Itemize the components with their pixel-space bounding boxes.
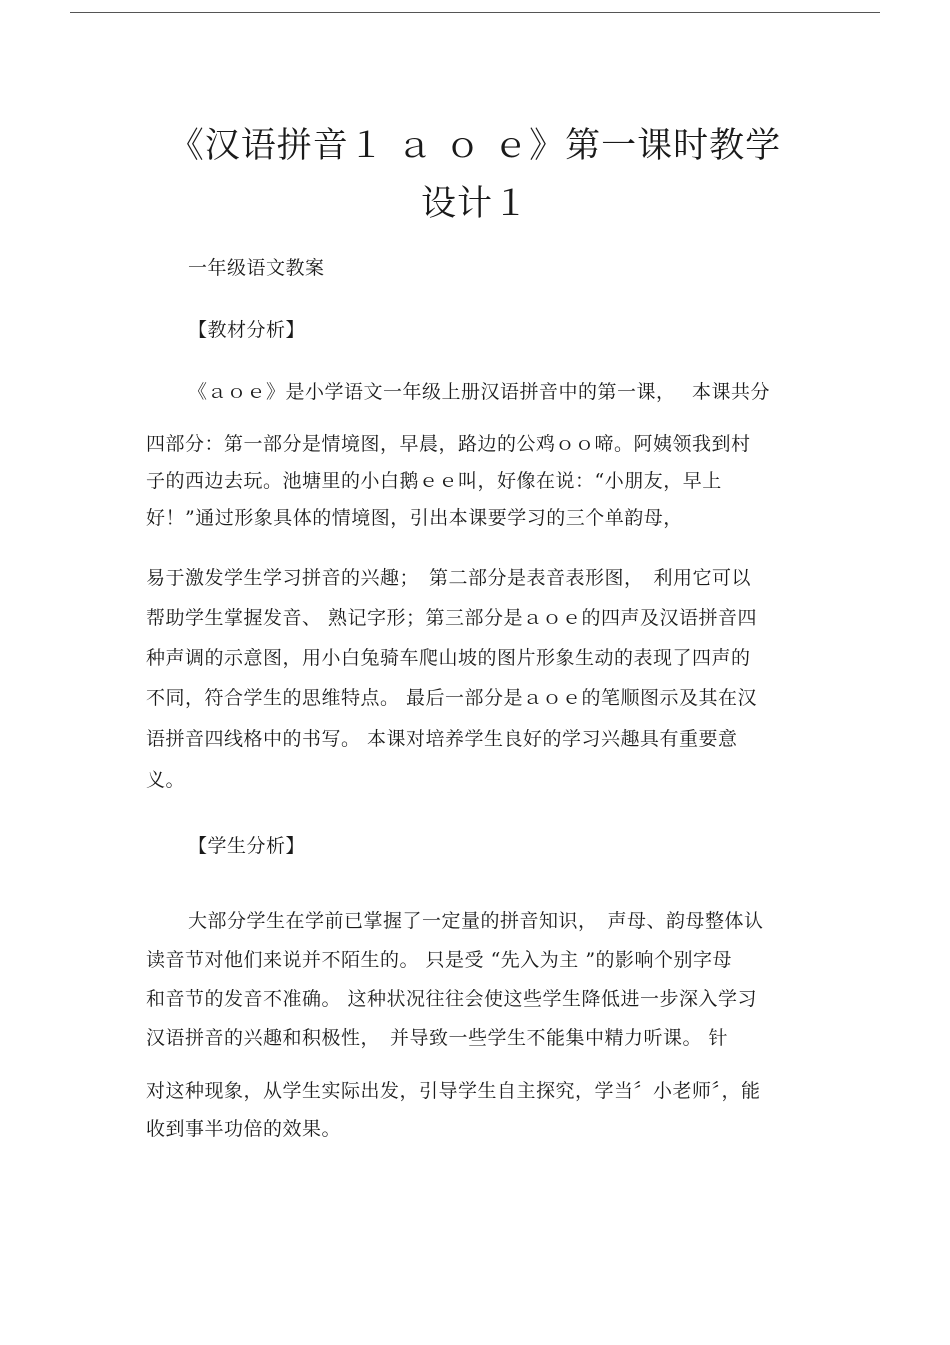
paragraph-line: 不同，符合学生的思维特点。 最后一部分是ａｏｅ的笔顺图示及其在汉 [146, 687, 758, 709]
document-title-line-2: 设计１ [420, 184, 529, 224]
paragraph-line: 四部分：第一部分是情境图，早晨，路边的公鸡ｏｏ啼。阿姨领我到村 [146, 433, 751, 455]
paragraph-line: 易于激发学生学习拼音的兴趣； 第二部分是表音表形图， 利用它可以 [146, 567, 752, 589]
paragraph-line: 语拼音四线格中的书写。 本课对培养学生良好的学习兴趣具有重要意 [146, 728, 738, 750]
paragraph-line: 义。 [146, 769, 186, 791]
paragraph-line: 《ａｏｅ》是小学语文一年级上册汉语拼音中的第一课， 本课共分 [188, 381, 771, 403]
section-heading-student-analysis: 【学生分析】 [188, 835, 306, 857]
paragraph-line: 好！”通过形象具体的情境图，引出本课要学习的三个单韵母， [146, 507, 683, 529]
section-heading-textbook-analysis: 【教材分析】 [188, 319, 306, 341]
paragraph-line: 子的西边去玩。池塘里的小白鹅ｅｅ叫，好像在说：“小朋友，早上 [146, 470, 722, 492]
paragraph-line: 种声调的示意图，用小白兔骑车爬山坡的图片形象生动的表现了四声的 [146, 647, 751, 669]
paragraph-line: 读音节对他们来说并不陌生的。 只是受 “先入为主 ”的影响个别字母 [146, 949, 733, 971]
paragraph-line: 汉语拼音的兴趣和积极性， 并导致一些学生不能集中精力听课。 针 [146, 1027, 729, 1049]
paragraph-line: 大部分学生在学前已掌握了一定量的拼音知识， 声母、韵母整体认 [188, 910, 764, 932]
document-title-line-1: 《汉语拼音１ ａ ｏ ｅ》第一课时教学 [168, 126, 782, 166]
paragraph-line: 收到事半功倍的效果。 [146, 1118, 342, 1140]
paragraph-line: 帮助学生掌握发音、 熟记字形；第三部分是ａｏｅ的四声及汉语拼音四 [146, 607, 758, 629]
paragraph-line: 对这种现象，从学生实际出发，引导学生自主探究，学当〞小老师〞，能 [146, 1080, 761, 1102]
paragraph-line: 和音节的发音不准确。 这种状况往往会使这些学生降低进一步深入学习 [146, 988, 758, 1010]
header-rule [70, 12, 880, 13]
document-subtitle: 一年级语文教案 [188, 257, 325, 279]
